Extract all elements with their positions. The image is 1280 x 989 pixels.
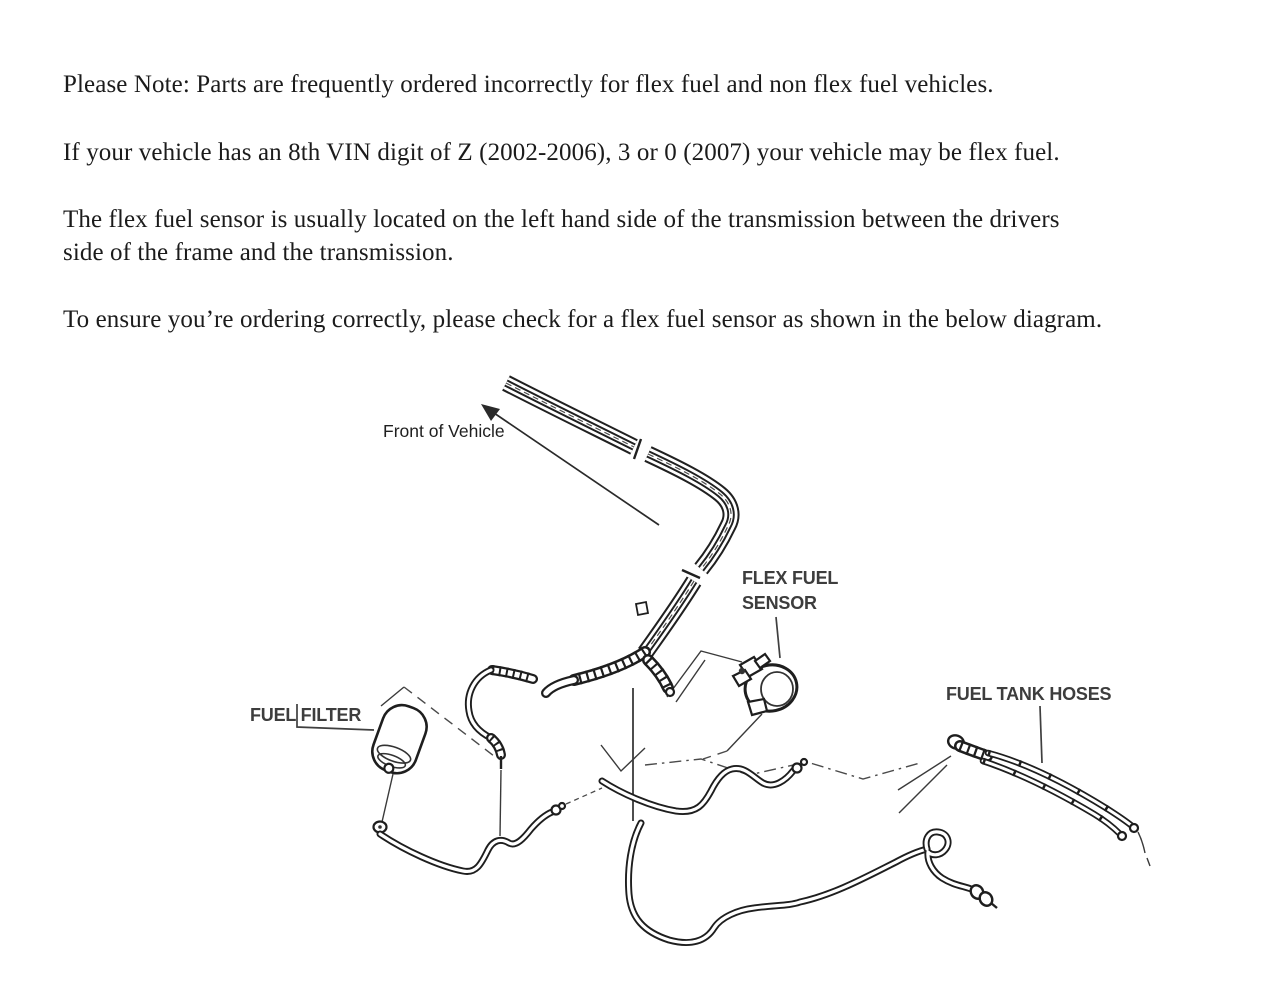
flex-fuel-sensor-drawing — [733, 617, 801, 716]
notice-paragraph-3-line-1: The flex fuel sensor is usually located on the left hand side of the transmission between the drivers — [63, 206, 1060, 233]
bundle-break-mark — [682, 570, 700, 578]
fuel-tank-hoses-leader-line — [1040, 706, 1042, 763]
fuel-line-bundle — [506, 383, 731, 653]
fuel-filter-drawing — [366, 700, 432, 833]
bottom-left-hose — [380, 788, 602, 871]
notice-paragraph-1: Please Note: Parts are frequently ordered incorrectly for flex fuel and non flex fuel vehicles. — [63, 71, 994, 98]
junction-fittings — [546, 652, 674, 821]
flex-fuel-sensor-label-line-2: SENSOR — [742, 593, 817, 613]
fuel-tank-hoses-drawing — [946, 733, 1150, 866]
fuel-filter-label: FUEL FILTER — [250, 705, 362, 725]
left-branch-hose — [468, 670, 533, 836]
bundle-clip — [636, 602, 648, 615]
lower-loop-hose — [629, 823, 998, 943]
front-of-vehicle-label: Front of Vehicle — [383, 421, 505, 441]
filter-outlet-line — [382, 774, 393, 822]
flex-fuel-sensor-leader-line — [776, 617, 780, 658]
notice-paragraph-3-line-2: side of the frame and the transmission. — [63, 239, 454, 266]
notice-paragraph-4: To ensure you’re ordering correctly, please check for a flex fuel sensor as shown in the below diagram. — [63, 306, 1103, 333]
notice-paragraph-2: If your vehicle has an 8th VIN digit of Z (2002-2006), 3 or 0 (2007) your vehicle may be flex fuel. — [63, 139, 1060, 166]
fuel-tank-hoses-label: FUEL TANK HOSES — [946, 684, 1112, 704]
flex-fuel-sensor-label-line-1: FLEX FUEL — [742, 568, 839, 588]
